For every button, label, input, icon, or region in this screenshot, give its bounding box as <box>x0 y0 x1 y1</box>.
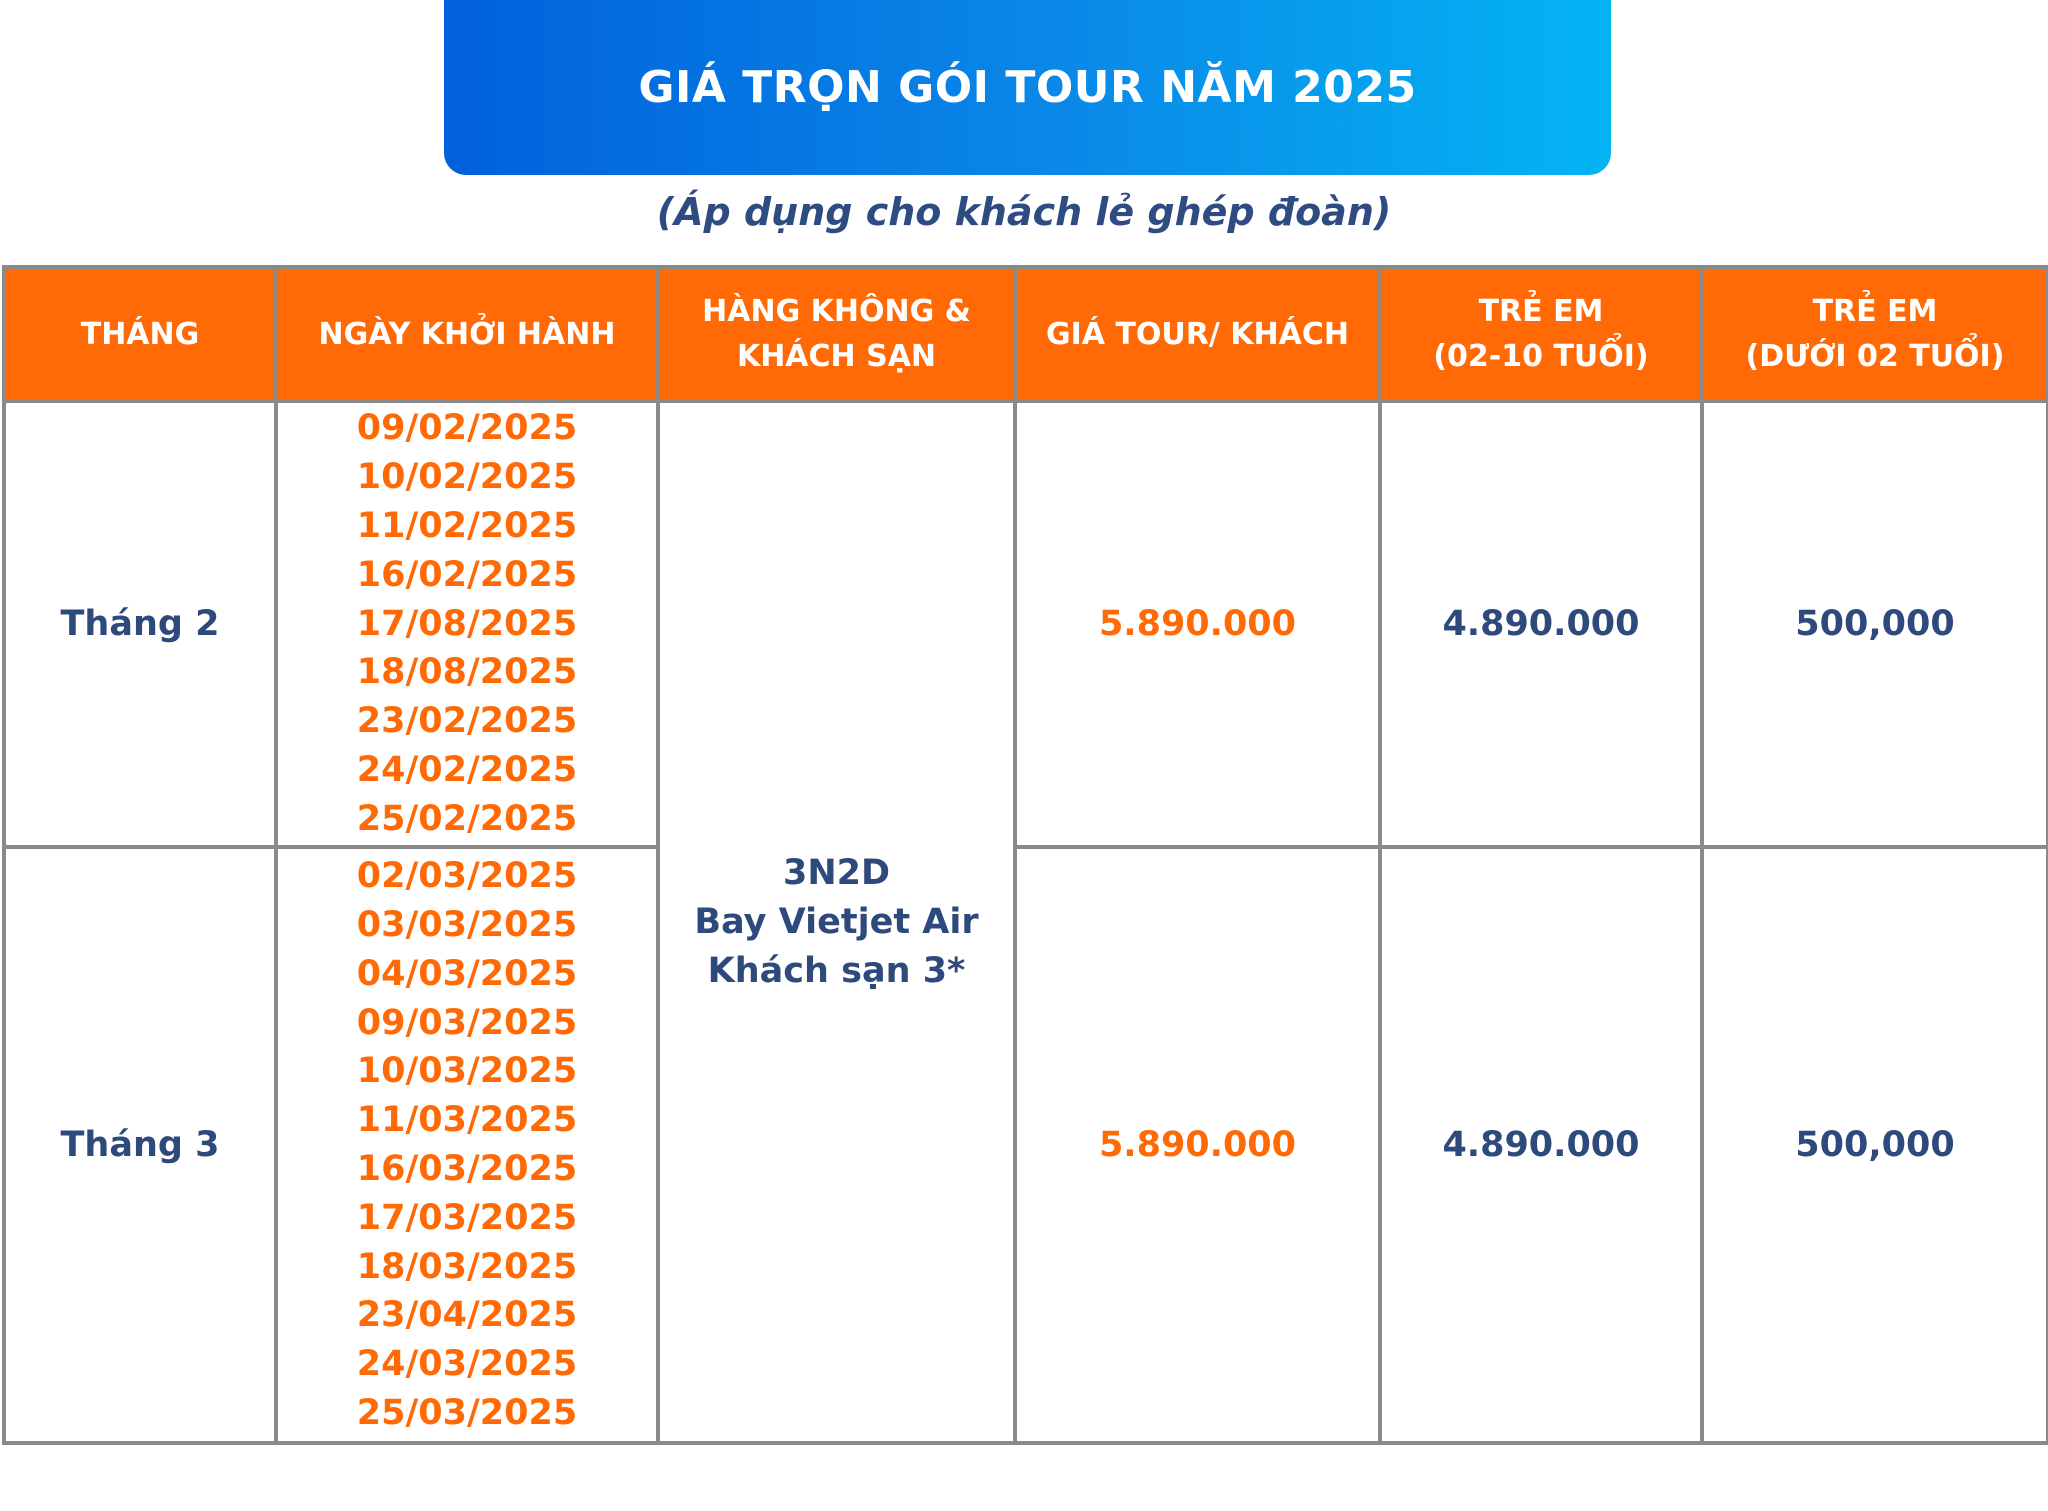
header-airline-hotel-line1: HÀNG KHÔNG & <box>702 294 971 329</box>
header-airline-hotel-line2: KHÁCH SẠN <box>736 339 937 374</box>
departure-date: 16/02/2025 <box>356 554 578 595</box>
hotel-rating: Khách sạn 3* <box>707 950 966 991</box>
child-price-cell: 4.890.000 <box>1380 401 1702 847</box>
header-month-label: THÁNG <box>80 316 200 352</box>
page-subtitle: (Áp dụng cho khách lẻ ghép đoàn) <box>656 190 1392 234</box>
header-price-label: GIÁ TOUR/ KHÁCH <box>1046 316 1349 352</box>
tour-price-cell: 5.890.000 <box>1015 401 1380 847</box>
header-price <box>1015 267 1380 401</box>
departure-date: 03/03/2025 <box>356 905 578 946</box>
table-header-row <box>4 267 2048 401</box>
departure-date: 25/02/2025 <box>356 798 578 839</box>
departure-date: 02/03/2025 <box>356 856 578 897</box>
header-infant-line2: (DƯỚI 02 TUỔI) <box>1745 339 2005 374</box>
departure-date: 23/04/2025 <box>356 1295 578 1336</box>
month-cell: Tháng 2 <box>4 401 276 847</box>
infant-price-cell: 500,000 <box>1702 401 2048 847</box>
departure-date: 24/03/2025 <box>356 1344 578 1385</box>
departure-date: 24/02/2025 <box>356 749 578 790</box>
departure-date: 18/03/2025 <box>356 1246 578 1287</box>
header-child-line1: TRẺ EM <box>1478 294 1604 329</box>
infant-price-cell: 500,000 <box>1702 847 2048 1443</box>
tour-price-cell: 5.890.000 <box>1015 847 1380 1443</box>
table-row <box>4 847 2048 1443</box>
departure-date: 11/02/2025 <box>356 506 578 546</box>
departure-date: 09/03/2025 <box>356 1002 578 1043</box>
table-row <box>4 401 2048 847</box>
departure-date: 17/08/2025 <box>356 603 578 644</box>
header-child-line2: (02-10 TUỔI) <box>1433 339 1649 374</box>
month-cell: Tháng 3 <box>4 847 276 1443</box>
header-month <box>4 267 276 401</box>
departure-date: 10/03/2025 <box>356 1051 578 1092</box>
child-price-cell: 4.890.000 <box>1380 847 1702 1443</box>
header-departure <box>276 267 658 401</box>
header-infant <box>1702 267 2048 401</box>
departure-date: 23/02/2025 <box>356 701 578 742</box>
header-departure-label: NGÀY KHỞI HÀNH <box>318 316 616 352</box>
airline-name: Bay Vietjet Air <box>694 901 979 942</box>
departure-date: 10/02/2025 <box>356 457 578 498</box>
departure-dates-list <box>278 852 656 1438</box>
departure-date: 18/08/2025 <box>356 652 578 693</box>
header-airline-hotel <box>658 267 1015 401</box>
tour-duration: 3N2D <box>782 852 891 893</box>
departure-dates-cell <box>276 401 658 847</box>
title-banner <box>444 0 1611 175</box>
departure-date: 09/02/2025 <box>356 408 578 449</box>
page-title: GIÁ TRỌN GÓI TOUR NĂM 2025 <box>638 62 1417 113</box>
departure-dates-list <box>278 404 656 843</box>
departure-date: 04/03/2025 <box>356 953 578 994</box>
airline-hotel-cell <box>658 401 1015 1443</box>
departure-date: 17/03/2025 <box>356 1197 578 1238</box>
header-infant-line1: TRẺ EM <box>1812 294 1938 329</box>
header-child <box>1380 267 1702 401</box>
departure-date: 25/03/2025 <box>356 1392 578 1433</box>
departure-date: 16/03/2025 <box>356 1149 578 1189</box>
tour-price-table <box>2 265 2048 1445</box>
departure-date: 11/03/2025 <box>356 1100 578 1141</box>
departure-dates-cell <box>276 847 658 1443</box>
